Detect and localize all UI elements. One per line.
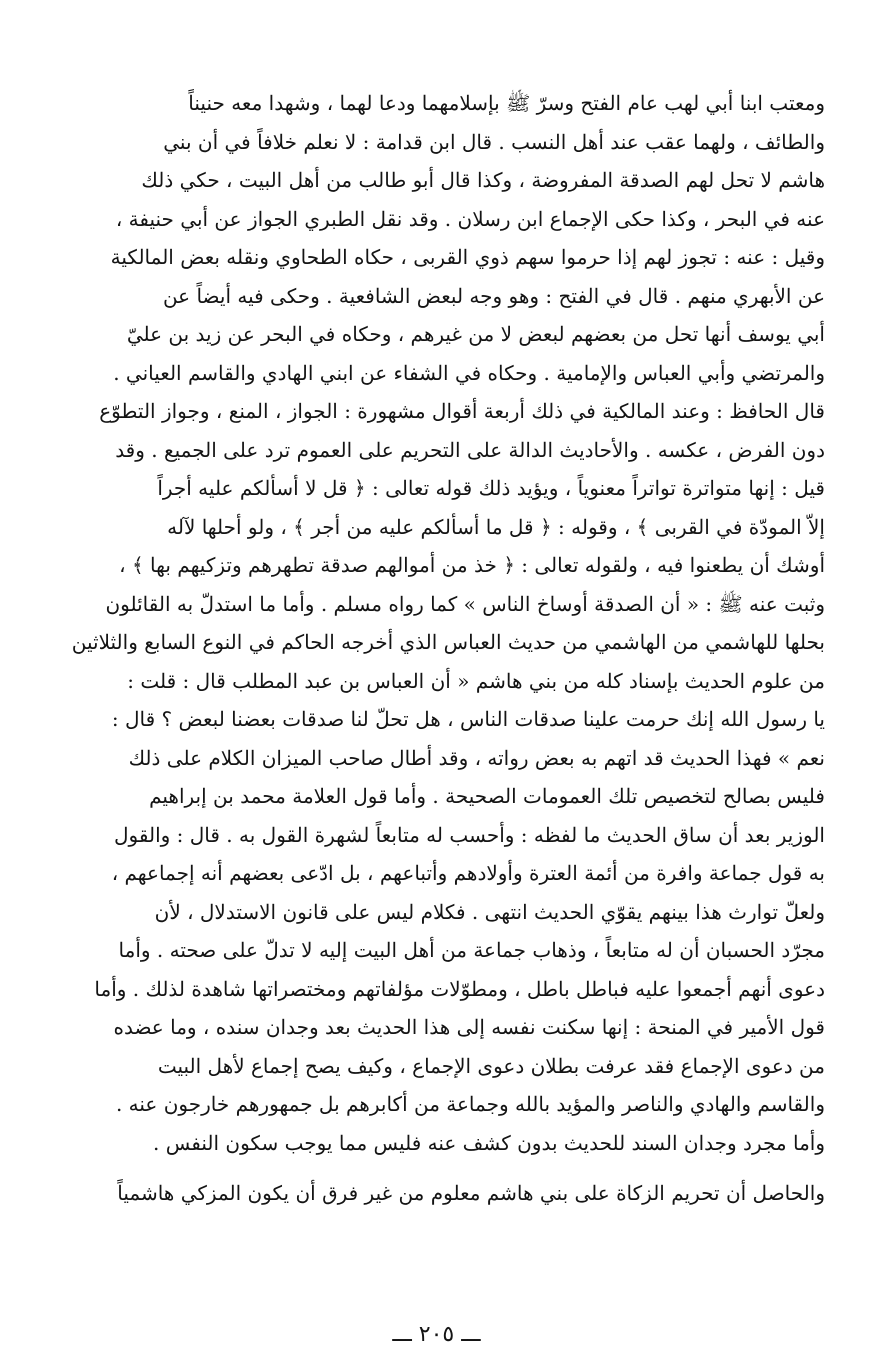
- text-line: دعوى أنهم أجمعوا عليه فباطل باطل ، ومطوّلات مؤلفاتهم ومختصراتها شاهدة لذلك . وأما: [94, 976, 825, 1001]
- text-line: والمرتضي وأبي العباس والإمامية . وحكاه في الشفاء عن ابني الهادي والقاسم العياني .: [113, 360, 825, 385]
- page-number: ـــ ٢٠٥ ـــ: [392, 1322, 481, 1347]
- text-line: الوزير بعد أن ساق الحديث ما لفظه : وأحسب له متابعاً لشهرة القول به . قال : والقول: [114, 822, 825, 847]
- text-line: وثبت عنه ﷺ : « أن الصدقة أوساخ الناس » كما رواه مسلم . وأما ما استدلّ به القائلون: [105, 591, 825, 616]
- text-line: والقاسم والهادي والناصر والمؤيد بالله وجماعة من أكابرهم بل جمهورهم خارجون عنه .: [115, 1092, 825, 1116]
- text-line: بحلها للهاشمي من الهاشمي من حديث العباس الذي أخرجه الحاكم في النوع السابع والثلاثين: [71, 630, 825, 654]
- text-line: من دعوى الإجماع فقد عرفت بطلان دعوى الإجماع ، وكيف يصح إجماع لأهل البيت: [157, 1053, 825, 1078]
- text-line: قول الأمير في المنحة : إنها سكنت نفسه إلى هذا الحديث بعد وجدان سنده ، وما عضده: [113, 1015, 825, 1039]
- text-line: قال الحافظ : وعند المالكية في ذلك أربعة أقوال مشهورة : الجواز ، المنع ، وجواز التطوّع: [99, 399, 825, 423]
- text-line: يا رسول الله إنك حرمت علينا صدقات الناس ، هل تحلّ لنا صدقات بعضنا لبعض ؟ قال :: [111, 707, 825, 731]
- text-line: دون الفرض ، عكسه . والأحاديث الدالة على التحريم على العموم ترد على الجميع . وقد: [115, 437, 825, 462]
- text-line: فليس بصالح لتخصيص تلك العمومات الصحيحة . وأما قول العلامة محمد بن إبراهيم: [149, 784, 825, 808]
- text-line: عنه في البحر ، وكذا حكى الإجماع ابن رسلان . وقد نقل الطبري الجواز عن أبي حنيفة ،: [115, 206, 825, 231]
- text-line: والطائف ، ولهما عقب عند أهل النسب . قال ابن قدامة : لا نعلم خلافاً في أن بني: [163, 129, 825, 154]
- text-line: وقيل : عنه : تجوز لهم إذا حرموا سهم ذوي القربى ، حكاه الطحاوي ونقله بعض المالكية: [110, 245, 825, 269]
- paragraph-gap: [26, 1162, 825, 1174]
- paragraph: [26, 1174, 825, 1213]
- text-line: قيل : إنها متواترة تواتراً معنوياً ، ويؤيد ذلك قوله تعالى : ﴿ قل لا أسألكم عليه أجراً: [157, 476, 825, 500]
- text-line: به قول جماعة وافرة من أئمة العترة وأولادهم وأتباعهم ، بل ادّعى بعضهم أنه إجماعهم ،: [111, 861, 825, 885]
- text-line: هاشم لا تحل لهم الصدقة المفروضة ، وكذا قال أبو طالب من أهل البيت ، حكي ذلك: [141, 168, 825, 192]
- text-line: مجرّد الحسبان أن له متابعاً ، وذهاب جماعة من أهل البيت إليه لا تدلّ على صحته . وأما: [118, 938, 825, 962]
- text-line: أوشك أن يطعنوا فيه ، ولقوله تعالى : ﴿ خذ من أموالهم صدقة تطهرهم وتزكيهم بها ﴾ ،: [119, 553, 825, 577]
- text-line: وأما مجرد وجدان السند للحديث بدون كشف عنه فليس مما يوجب سكون النفس .: [153, 1130, 825, 1155]
- text-line: والحاصل أن تحريم الزكاة على بني هاشم معلوم من غير فرق أن يكون المزكي هاشمياً: [117, 1181, 825, 1205]
- text-line: من علوم الحديث بإسناد كله من بني هاشم « أن العباس بن عبد المطلب قال : قلت :: [127, 668, 825, 693]
- text-line: عن الأبهري منهم . قال في الفتح : وهو وجه لبعض الشافعية . وحكى فيه أيضاً عن: [162, 283, 825, 308]
- text-line: إلاّ المودّة في القربى ﴾ ، وقوله : ﴿ قل ما أسألكم عليه من أجر ﴾ ، ولو أحلها لآله: [167, 514, 825, 539]
- text-line: أبي يوسف أنها تحل من بعضهم لبعض لا من غيرهم ، وحكاه في البحر عن زيد بن عليّ: [126, 322, 825, 346]
- text-line: نعم » فهذا الحديث قد اتهم به بعض رواته ، وقد أطال صاحب الميزان الكلام على ذلك: [128, 745, 825, 770]
- text-line: ولعلّ توارث هذا بينهم يقوّي الحديث انتهى . فكلام ليس على قانون الاستدلال ، لأن: [154, 899, 825, 924]
- body-text: [26, 84, 825, 1213]
- paragraph: [26, 84, 825, 1162]
- text-line: ومعتب ابنا أبي لهب عام الفتح وسرّ ﷺ بإسلامهما ودعا لهما ، وشهدا معه حنيناً: [188, 91, 825, 115]
